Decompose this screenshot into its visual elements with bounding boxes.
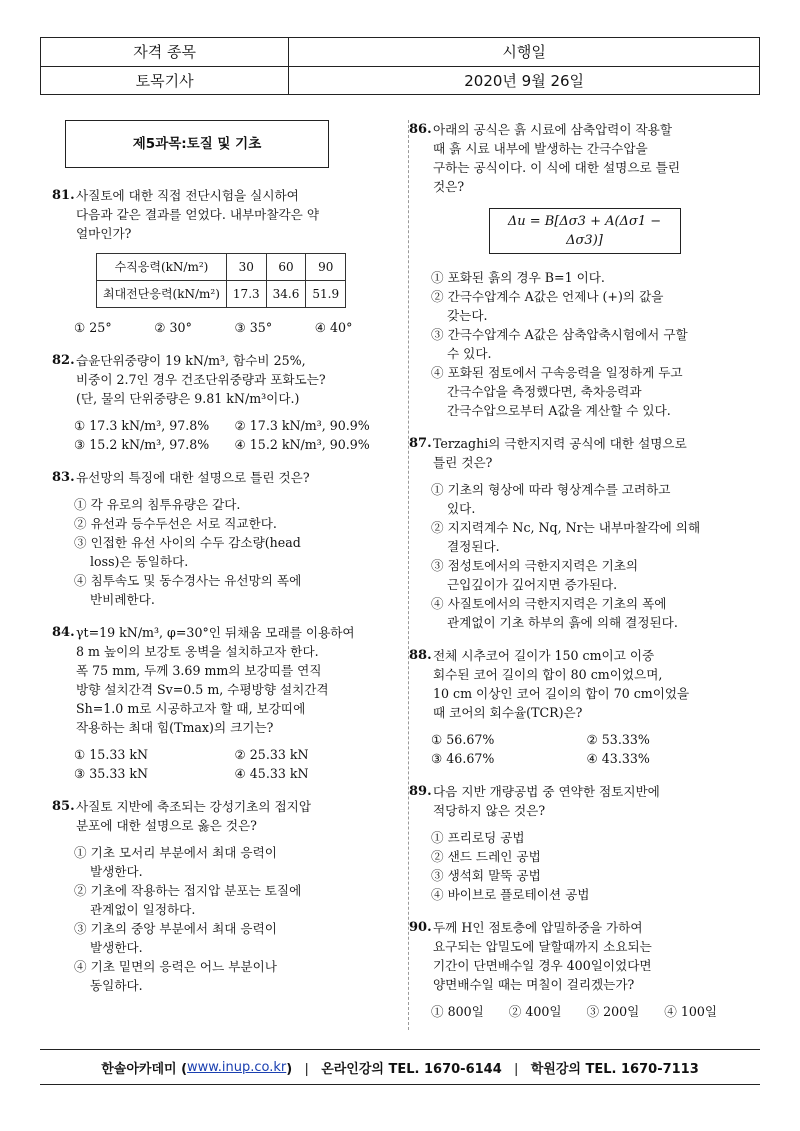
option-4[interactable]: ④ 기초 밑면의 응력은 어느 부분이나 동일하다. — [74, 959, 277, 993]
page-footer — [40, 1049, 760, 1085]
question-text: Terzaghi의 극한지지력 공식에 대한 설명으로 틀린 것은? — [433, 436, 687, 470]
option-2[interactable]: ② 샌드 드레인 공법 — [431, 849, 541, 864]
option-4[interactable]: ④ 43.33% — [586, 751, 650, 766]
option-2[interactable]: ② 400일 — [508, 1004, 562, 1019]
header-value-date: 2020년 9월 26일 — [289, 66, 760, 95]
question-89 — [409, 782, 742, 904]
option-1[interactable]: ① 각 유로의 침투유량은 같다. — [74, 497, 241, 512]
options — [70, 843, 395, 995]
question-number: 90. — [409, 920, 432, 935]
options — [70, 495, 395, 609]
option-1[interactable]: ① 25° — [74, 320, 112, 335]
option-4[interactable]: ④ 사질토에서의 극한지지력은 기초의 폭에 관계없이 기초 하부의 흙에 의해 결정된다. — [431, 596, 678, 630]
table-row-label: 최대전단응력(kN/m²) — [97, 281, 227, 308]
question-82 — [52, 351, 395, 454]
option-2[interactable]: ② 지지력계수 Nc, Nq, Nr는 내부마찰각에 의해 결정된다. — [431, 520, 701, 554]
option-3[interactable]: ③ 35.33 kN — [74, 766, 149, 781]
question-number: 82. — [52, 353, 75, 368]
option-4[interactable]: ④ 포화된 점토에서 구속응력을 일정하게 두고 간극수압을 측정했다면, 축차응력과 간극수압으로부터 A값을 계산할 수 있다. — [431, 365, 683, 418]
option-4[interactable]: ④ 바이브로 플로테이션 공법 — [431, 887, 590, 902]
table-row-label: 수직응력(kN/m²) — [97, 254, 227, 281]
header-value-subject: 토목기사 — [41, 66, 289, 95]
question-83 — [52, 468, 395, 609]
option-2[interactable]: ② 기초에 작용하는 접지압 분포는 토질에 관계없이 일정하다. — [74, 883, 302, 917]
question-text: 전체 시추코어 길이가 150 cm이고 이중 회수된 코어 길이의 합이 80 cm이었으며, 10 cm 이상인 코어 길이의 합이 70 cm이었을 때 코어의 회수율(TCR)은? — [433, 648, 690, 720]
question-number: 89. — [409, 784, 432, 799]
column-divider — [408, 120, 409, 1030]
question-86 — [409, 120, 742, 420]
question-88 — [409, 646, 742, 768]
option-3[interactable]: ③ 점성토에서의 극한지지력은 기초의 근입깊이가 깊어지면 증가된다. — [431, 558, 639, 592]
question-text: 유선망의 특징에 대한 설명으로 틀린 것은? — [76, 470, 310, 485]
question-84 — [52, 623, 395, 783]
question-number: 84. — [52, 625, 75, 640]
options — [427, 1002, 742, 1021]
question-text: 두께 H인 점토층에 압밀하중을 가하여 요구되는 압밀도에 달할때까지 소요되는 기간이 단면배수일 경우 400일이었다면 양면배수일 때는 며칠이 걸리겠는가? — [433, 920, 652, 992]
question-text: γt=19 kN/m³, φ=30°인 뒤채움 모래를 이용하여 8 m 높이의 보강토 옹벽을 설치하고자 한다. 폭 75 mm, 두께 3.69 mm의 보강띠를 연직 방향 설치간격 Sv=0.5 m, 수평방향 설치간격 Sh=1.0 m로 시공하고자 할 때, 보강띠에 작용하는 최대 힘(Tmax)의 크기는? — [76, 625, 355, 735]
option-2[interactable]: ② 25.33 kN — [234, 747, 309, 762]
shear-test-table — [96, 253, 346, 308]
footer-contact: ) ❘ 온라인강의 TEL. 1670-6144 ❘ 학원강의 TEL. 1670-7113 — [286, 1061, 699, 1077]
question-number: 81. — [52, 188, 75, 203]
question-number: 83. — [52, 470, 75, 485]
option-4[interactable]: ④ 침투속도 및 동수경사는 유선망의 폭에 반비례한다. — [74, 573, 302, 607]
question-text: 아래의 공식은 흙 시료에 삼축압력이 작용할 때 흙 시료 내부에 발생하는 간극수압을 구하는 공식이다. 이 식에 대한 설명으로 틀린 것은? — [433, 122, 681, 194]
options — [70, 318, 395, 337]
option-3[interactable]: ③ 간극수압계수 A값은 삼축압축시험에서 구할 수 있다. — [431, 327, 688, 361]
option-2[interactable]: ② 17.3 kN/m³, 90.9% — [234, 418, 370, 433]
option-1[interactable]: ① 프리로딩 공법 — [431, 830, 525, 845]
option-4[interactable]: ④ 45.33 kN — [234, 766, 309, 781]
option-3[interactable]: ③ 기초의 중앙 부분에서 최대 응력이 발생한다. — [74, 921, 277, 955]
option-1[interactable]: ① 17.3 kN/m³, 97.8% — [74, 418, 210, 433]
option-2[interactable]: ② 53.33% — [586, 732, 650, 747]
subject-title: 제5과목:토질 및 기초 — [65, 120, 329, 168]
option-1[interactable]: ① 56.67% — [431, 732, 495, 747]
option-4[interactable]: ④ 100일 — [664, 1004, 718, 1019]
right-column — [409, 120, 742, 1035]
pore-pressure-formula: Δu = B[Δσ3 + A(Δσ1 − Δσ3)] — [489, 208, 681, 254]
question-text: 사질토에 대한 직접 전단시험을 실시하여 다음과 같은 결과를 얻었다. 내부마찰각은 약 얼마인가? — [76, 188, 319, 241]
question-90 — [409, 918, 742, 1021]
option-3[interactable]: ③ 35° — [234, 320, 273, 335]
options — [427, 480, 742, 632]
option-2[interactable]: ② 간극수압계수 A값은 언제나 (+)의 값을 갖는다. — [431, 289, 664, 323]
options — [70, 416, 395, 454]
table-cell: 51.9 — [306, 281, 346, 308]
table-cell: 90 — [306, 254, 346, 281]
question-text: 다음 지반 개량공법 중 연약한 점토지반에 적당하지 않은 것은? — [433, 784, 660, 818]
options — [427, 730, 742, 768]
option-1[interactable]: ① 기초의 형상에 따라 형상계수를 고려하고 있다. — [431, 482, 671, 516]
option-3[interactable]: ③ 인접한 유선 사이의 수두 감소량(head loss)은 동일하다. — [74, 535, 301, 569]
question-number: 85. — [52, 799, 75, 814]
question-number: 86. — [409, 122, 432, 137]
table-cell: 30 — [226, 254, 266, 281]
options — [427, 268, 742, 420]
question-85 — [52, 797, 395, 995]
option-1[interactable]: ① 기초 모서리 부분에서 최대 응력이 발생한다. — [74, 845, 277, 879]
option-2[interactable]: ② 유선과 등수두선은 서로 직교한다. — [74, 516, 277, 531]
option-3[interactable]: ③ 200일 — [586, 1004, 640, 1019]
left-column — [52, 120, 395, 1009]
option-3[interactable]: ③ 생석회 말뚝 공법 — [431, 868, 541, 883]
option-1[interactable]: ① 15.33 kN — [74, 747, 149, 762]
options — [70, 745, 395, 783]
question-number: 87. — [409, 436, 432, 451]
question-text: 사질토 지반에 축조되는 강성기초의 접지압 분포에 대한 설명으로 옳은 것은? — [76, 799, 311, 833]
question-text: 습윤단위중량이 19 kN/m³, 함수비 25%, 비중이 2.7인 경우 건조단위중량과 포화도는? (단, 물의 단위중량은 9.81 kN/m³이다.) — [76, 353, 326, 406]
table-cell: 34.6 — [266, 281, 306, 308]
header-label-date: 시행일 — [289, 38, 760, 67]
options — [427, 828, 742, 904]
table-cell: 60 — [266, 254, 306, 281]
question-87 — [409, 434, 742, 632]
footer-academy: 한솔아카데미 ( — [101, 1061, 188, 1077]
exam-header-table — [40, 37, 760, 95]
option-4[interactable]: ④ 15.2 kN/m³, 90.9% — [234, 437, 370, 452]
table-cell: 17.3 — [226, 281, 266, 308]
question-81 — [52, 186, 395, 337]
option-1[interactable]: ① 800일 — [431, 1004, 484, 1019]
option-3[interactable]: ③ 15.2 kN/m³, 97.8% — [74, 437, 210, 452]
footer-website-link[interactable]: www.inup.co.kr — [187, 1059, 287, 1075]
option-1[interactable]: ① 포화된 흙의 경우 B=1 이다. — [431, 270, 605, 285]
header-label-subject: 자격 종목 — [41, 38, 289, 67]
option-3[interactable]: ③ 46.67% — [431, 751, 495, 766]
question-number: 88. — [409, 648, 432, 663]
option-4[interactable]: ④ 40° — [314, 320, 353, 335]
option-2[interactable]: ② 30° — [154, 320, 192, 335]
